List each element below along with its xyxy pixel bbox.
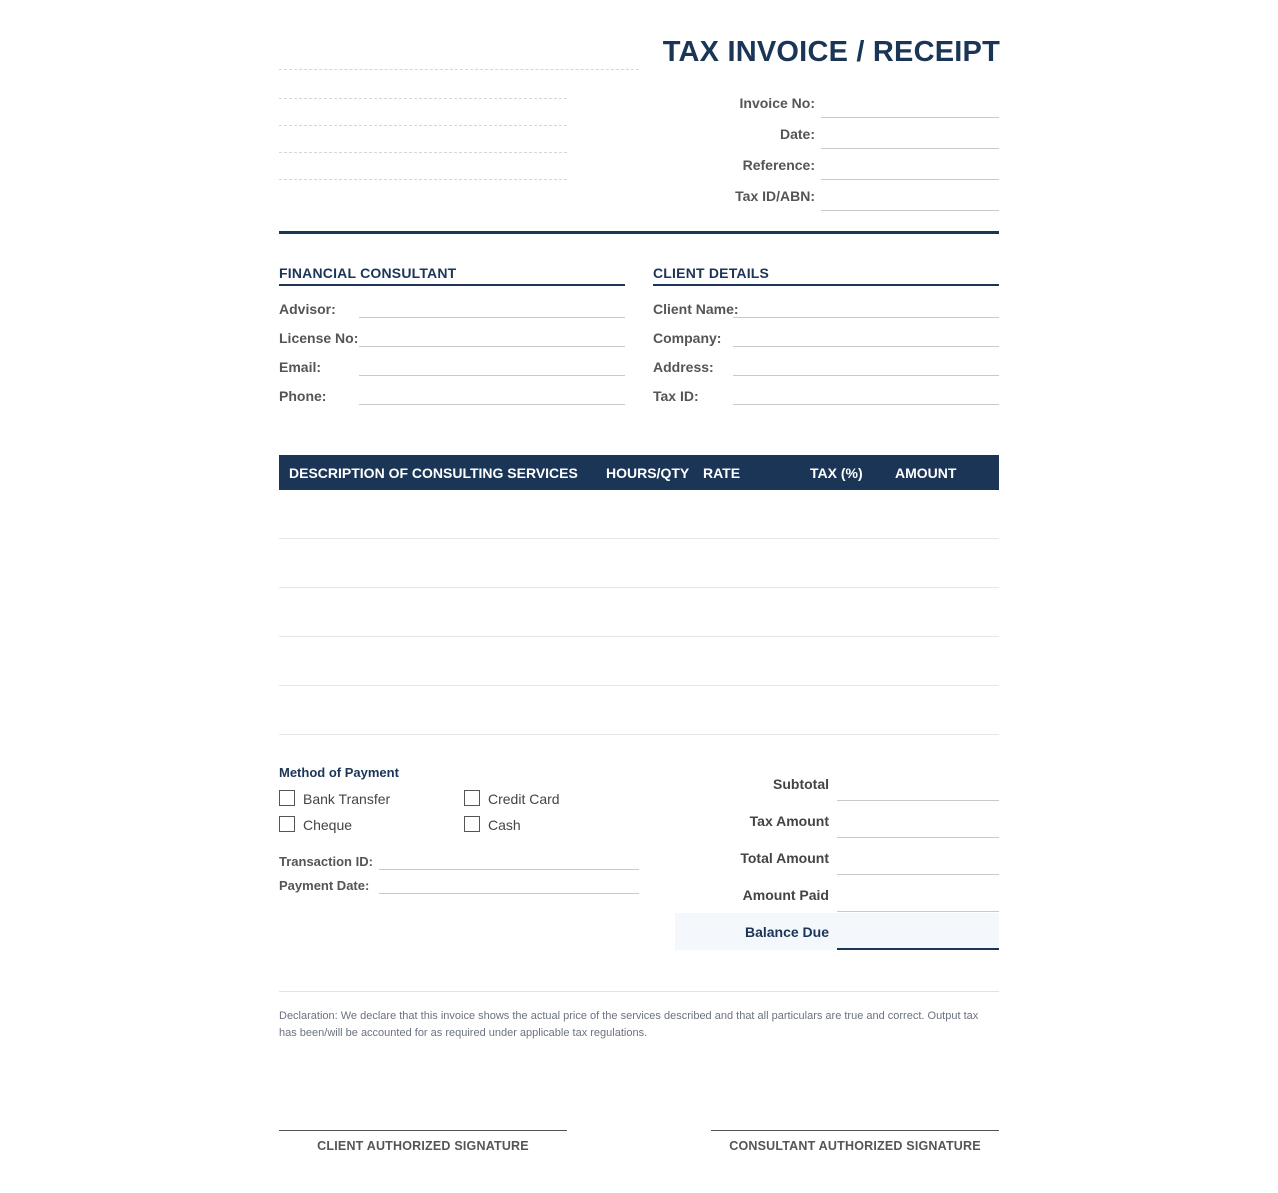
company-address-line-3[interactable] xyxy=(279,152,567,153)
table-row[interactable] xyxy=(279,588,999,637)
subtotal-label: Subtotal xyxy=(773,776,829,792)
declaration-divider xyxy=(279,991,999,992)
reference-field[interactable] xyxy=(821,179,999,180)
client-signature-line[interactable] xyxy=(279,1130,567,1131)
tax-id-abn-field[interactable] xyxy=(821,210,999,211)
client-heading: CLIENT DETAILS xyxy=(653,265,770,281)
column-header-hours-qty: HOURS/QTY xyxy=(606,465,690,481)
amount-paid-field[interactable] xyxy=(837,911,999,912)
total-amount-field[interactable] xyxy=(837,874,999,875)
balance-due-label: Balance Due xyxy=(744,924,829,940)
client-heading-rule xyxy=(653,284,999,286)
credit-card-checkbox[interactable] xyxy=(464,790,480,806)
declaration-text: Declaration: We declare that this invoice shows the actual price of the services described and that all particulars are true and correct. Output tax has been/will be accounted for as required under applicable tax regulations. xyxy=(279,1010,979,1039)
date-label: Date: xyxy=(779,126,815,142)
client-tax-id-field[interactable] xyxy=(733,404,999,405)
email-field[interactable] xyxy=(359,375,625,376)
company-address-line-4[interactable] xyxy=(279,179,567,180)
company-address-line-1[interactable] xyxy=(279,98,567,99)
consultant-signature-label: CONSULTANT AUTHORIZED SIGNATURE xyxy=(729,1139,981,1153)
address-label: Address: xyxy=(653,359,714,375)
phone-field[interactable] xyxy=(359,404,625,405)
table-row[interactable] xyxy=(279,539,999,588)
column-header-rate: RATE xyxy=(703,465,741,481)
amount-paid-label: Amount Paid xyxy=(742,887,829,903)
phone-label: Phone: xyxy=(279,388,327,404)
tax-id-abn-label: Tax ID/ABN: xyxy=(735,188,815,204)
table-row[interactable] xyxy=(279,490,999,539)
balance-due-field[interactable] xyxy=(837,948,999,950)
subtotal-field[interactable] xyxy=(837,800,999,801)
services-table-header xyxy=(279,455,999,490)
payment-date-field[interactable] xyxy=(379,893,639,894)
credit-card-label: Credit Card xyxy=(488,791,560,807)
license-label: License No: xyxy=(279,330,359,346)
client-name-label: Client Name: xyxy=(653,301,739,317)
email-label: Email: xyxy=(279,359,322,375)
cheque-label: Cheque xyxy=(303,817,353,833)
company-address-line-2[interactable] xyxy=(279,125,567,126)
date-field[interactable] xyxy=(821,148,999,149)
reference-label: Reference: xyxy=(742,157,815,173)
tax-amount-label: Tax Amount xyxy=(749,813,829,829)
address-field[interactable] xyxy=(733,375,999,376)
document-title: TAX INVOICE / RECEIPT xyxy=(662,36,1000,68)
invoice-no-label: Invoice No: xyxy=(739,95,815,111)
payment-heading: Method of Payment xyxy=(279,765,399,780)
company-field[interactable] xyxy=(733,346,999,347)
advisor-label: Advisor: xyxy=(279,301,336,317)
column-header-description: DESCRIPTION OF CONSULTING SERVICES xyxy=(289,465,578,481)
cash-label: Cash xyxy=(488,817,521,833)
transaction-id-field[interactable] xyxy=(379,869,639,870)
invoice-no-field[interactable] xyxy=(821,117,999,118)
license-field[interactable] xyxy=(359,346,625,347)
consultant-heading-rule xyxy=(279,284,625,286)
tax-amount-field[interactable] xyxy=(837,837,999,838)
client-tax-id-label: Tax ID: xyxy=(653,388,699,404)
consultant-heading: FINANCIAL CONSULTANT xyxy=(279,265,457,281)
cheque-checkbox[interactable] xyxy=(279,816,295,832)
table-row[interactable] xyxy=(279,637,999,686)
cash-checkbox[interactable] xyxy=(464,816,480,832)
transaction-id-label: Transaction ID: xyxy=(279,854,373,869)
payment-date-label: Payment Date: xyxy=(279,878,370,893)
client-signature-label: CLIENT AUTHORIZED SIGNATURE xyxy=(317,1139,529,1153)
column-header-tax: TAX (%) xyxy=(810,465,863,481)
company-label: Company: xyxy=(653,330,722,346)
advisor-field[interactable] xyxy=(359,317,625,318)
header-divider xyxy=(279,231,999,234)
column-header-amount: AMOUNT xyxy=(895,465,957,481)
bank-transfer-checkbox[interactable] xyxy=(279,790,295,806)
bank-transfer-label: Bank Transfer xyxy=(303,791,391,807)
client-name-field[interactable] xyxy=(733,317,999,318)
table-row[interactable] xyxy=(279,686,999,735)
total-amount-label: Total Amount xyxy=(740,850,829,866)
company-name-line[interactable] xyxy=(279,69,639,70)
consultant-signature-line[interactable] xyxy=(711,1130,999,1131)
